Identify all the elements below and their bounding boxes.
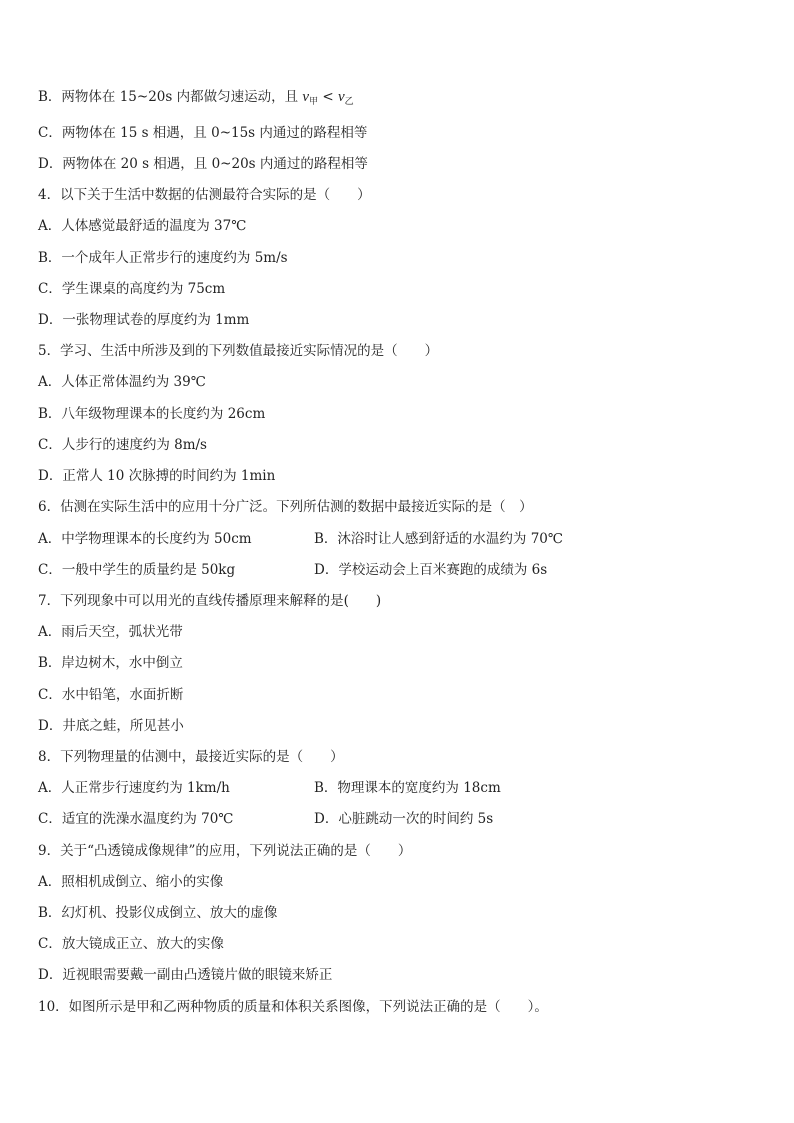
question-8-option-c: C．适宜的洗澡水温度约为 70℃ [38,811,234,827]
question-6-option-b: B．沐浴时让人感到舒适的水温约为 70℃ [314,531,563,547]
question-4-option-a: A．人体感觉最舒适的温度为 37℃ [38,218,247,234]
question-9-stem: 9．关于“凸透镜成像规律”的应用，下列说法正确的是（ ） [38,843,412,859]
question-9-option-d: D．近视眼需要戴一副由凸透镜片做的眼镜来矫正 [38,967,333,983]
question-4-option-d: D．一张物理试卷的厚度约为 1mm [38,312,250,328]
question-7-option-a: A．雨后天空，弧状光带 [38,624,183,640]
question-3-option-b [38,89,354,110]
question-3-option-d: D．两物体在 20 s 相遇，且 0~20s 内通过的路程相等 [38,156,368,172]
velocity-symbol: v [338,89,345,105]
question-8-option-a: A．人正常步行速度约为 1km/h [38,780,230,796]
velocity-symbol: v [302,89,310,105]
question-4-option-c: C．学生课桌的高度约为 75cm [38,281,226,297]
question-6-option-a: A．中学物理课本的长度约为 50cm [38,531,252,547]
question-8-option-d: D．心脏跳动一次的时间约 5s [314,811,494,827]
less-than-sign: < [322,89,334,105]
question-7-option-c: C．水中铅笔，水面折断 [38,687,184,703]
question-9-option-b: B．幻灯机、投影仪成倒立、放大的虚像 [38,905,278,921]
question-8-stem: 8．下列物理量的估测中，最接近实际的是（ ） [38,749,344,765]
question-6-stem: 6．估测在实际生活中的应用十分广泛。下列所估测的数据中最接近实际的是（ ） [38,499,533,515]
question-5-stem: 5．学习、生活中所涉及到的下列数值最接近实际情况的是（ ） [38,343,439,359]
question-4-stem: 4．以下关于生活中数据的估测最符合实际的是（ ） [38,187,371,203]
question-5-option-c: C．人步行的速度约为 8m/s [38,437,207,453]
question-8-option-b: B．物理课本的宽度约为 18cm [314,780,501,796]
question-7-option-b: B．岸边树木，水中倒立 [38,655,183,671]
subscript-yi: 乙 [344,97,354,107]
question-6-option-d: D．学校运动会上百米赛跑的成绩为 6s [314,562,548,578]
question-4-option-b: B．一个成年人正常步行的速度约为 5m/s [38,250,288,266]
question-5-option-a: A．人体正常体温约为 39℃ [38,374,206,390]
subscript-jia: 甲 [309,97,319,107]
question-10-stem: 10．如图所示是甲和乙两种物质的质量和体积关系图像，下列说法正确的是（ ）。 [38,999,548,1015]
option-b-text: 两物体在 15~20s 内都做匀速运动，且 [61,89,299,105]
question-5-option-b: B．八年级物理课本的长度约为 26cm [38,406,266,422]
question-7-option-d: D．井底之蛙，所见甚小 [38,718,184,734]
option-b-prefix: B． [38,89,62,105]
question-6-option-c: C．一般中学生的质量约是 50kg [38,562,236,578]
question-3-option-c: C．两物体在 15 s 相遇，且 0~15s 内通过的路程相等 [38,125,368,141]
question-5-option-d: D．正常人 10 次脉搏的时间约为 1min [38,468,276,484]
question-9-option-c: C．放大镜成正立、放大的实像 [38,936,224,952]
question-7-stem: 7．下列现象中可以用光的直线传播原理来解释的是( ) [38,593,382,609]
question-9-option-a: A．照相机成倒立、缩小的实像 [38,874,224,890]
